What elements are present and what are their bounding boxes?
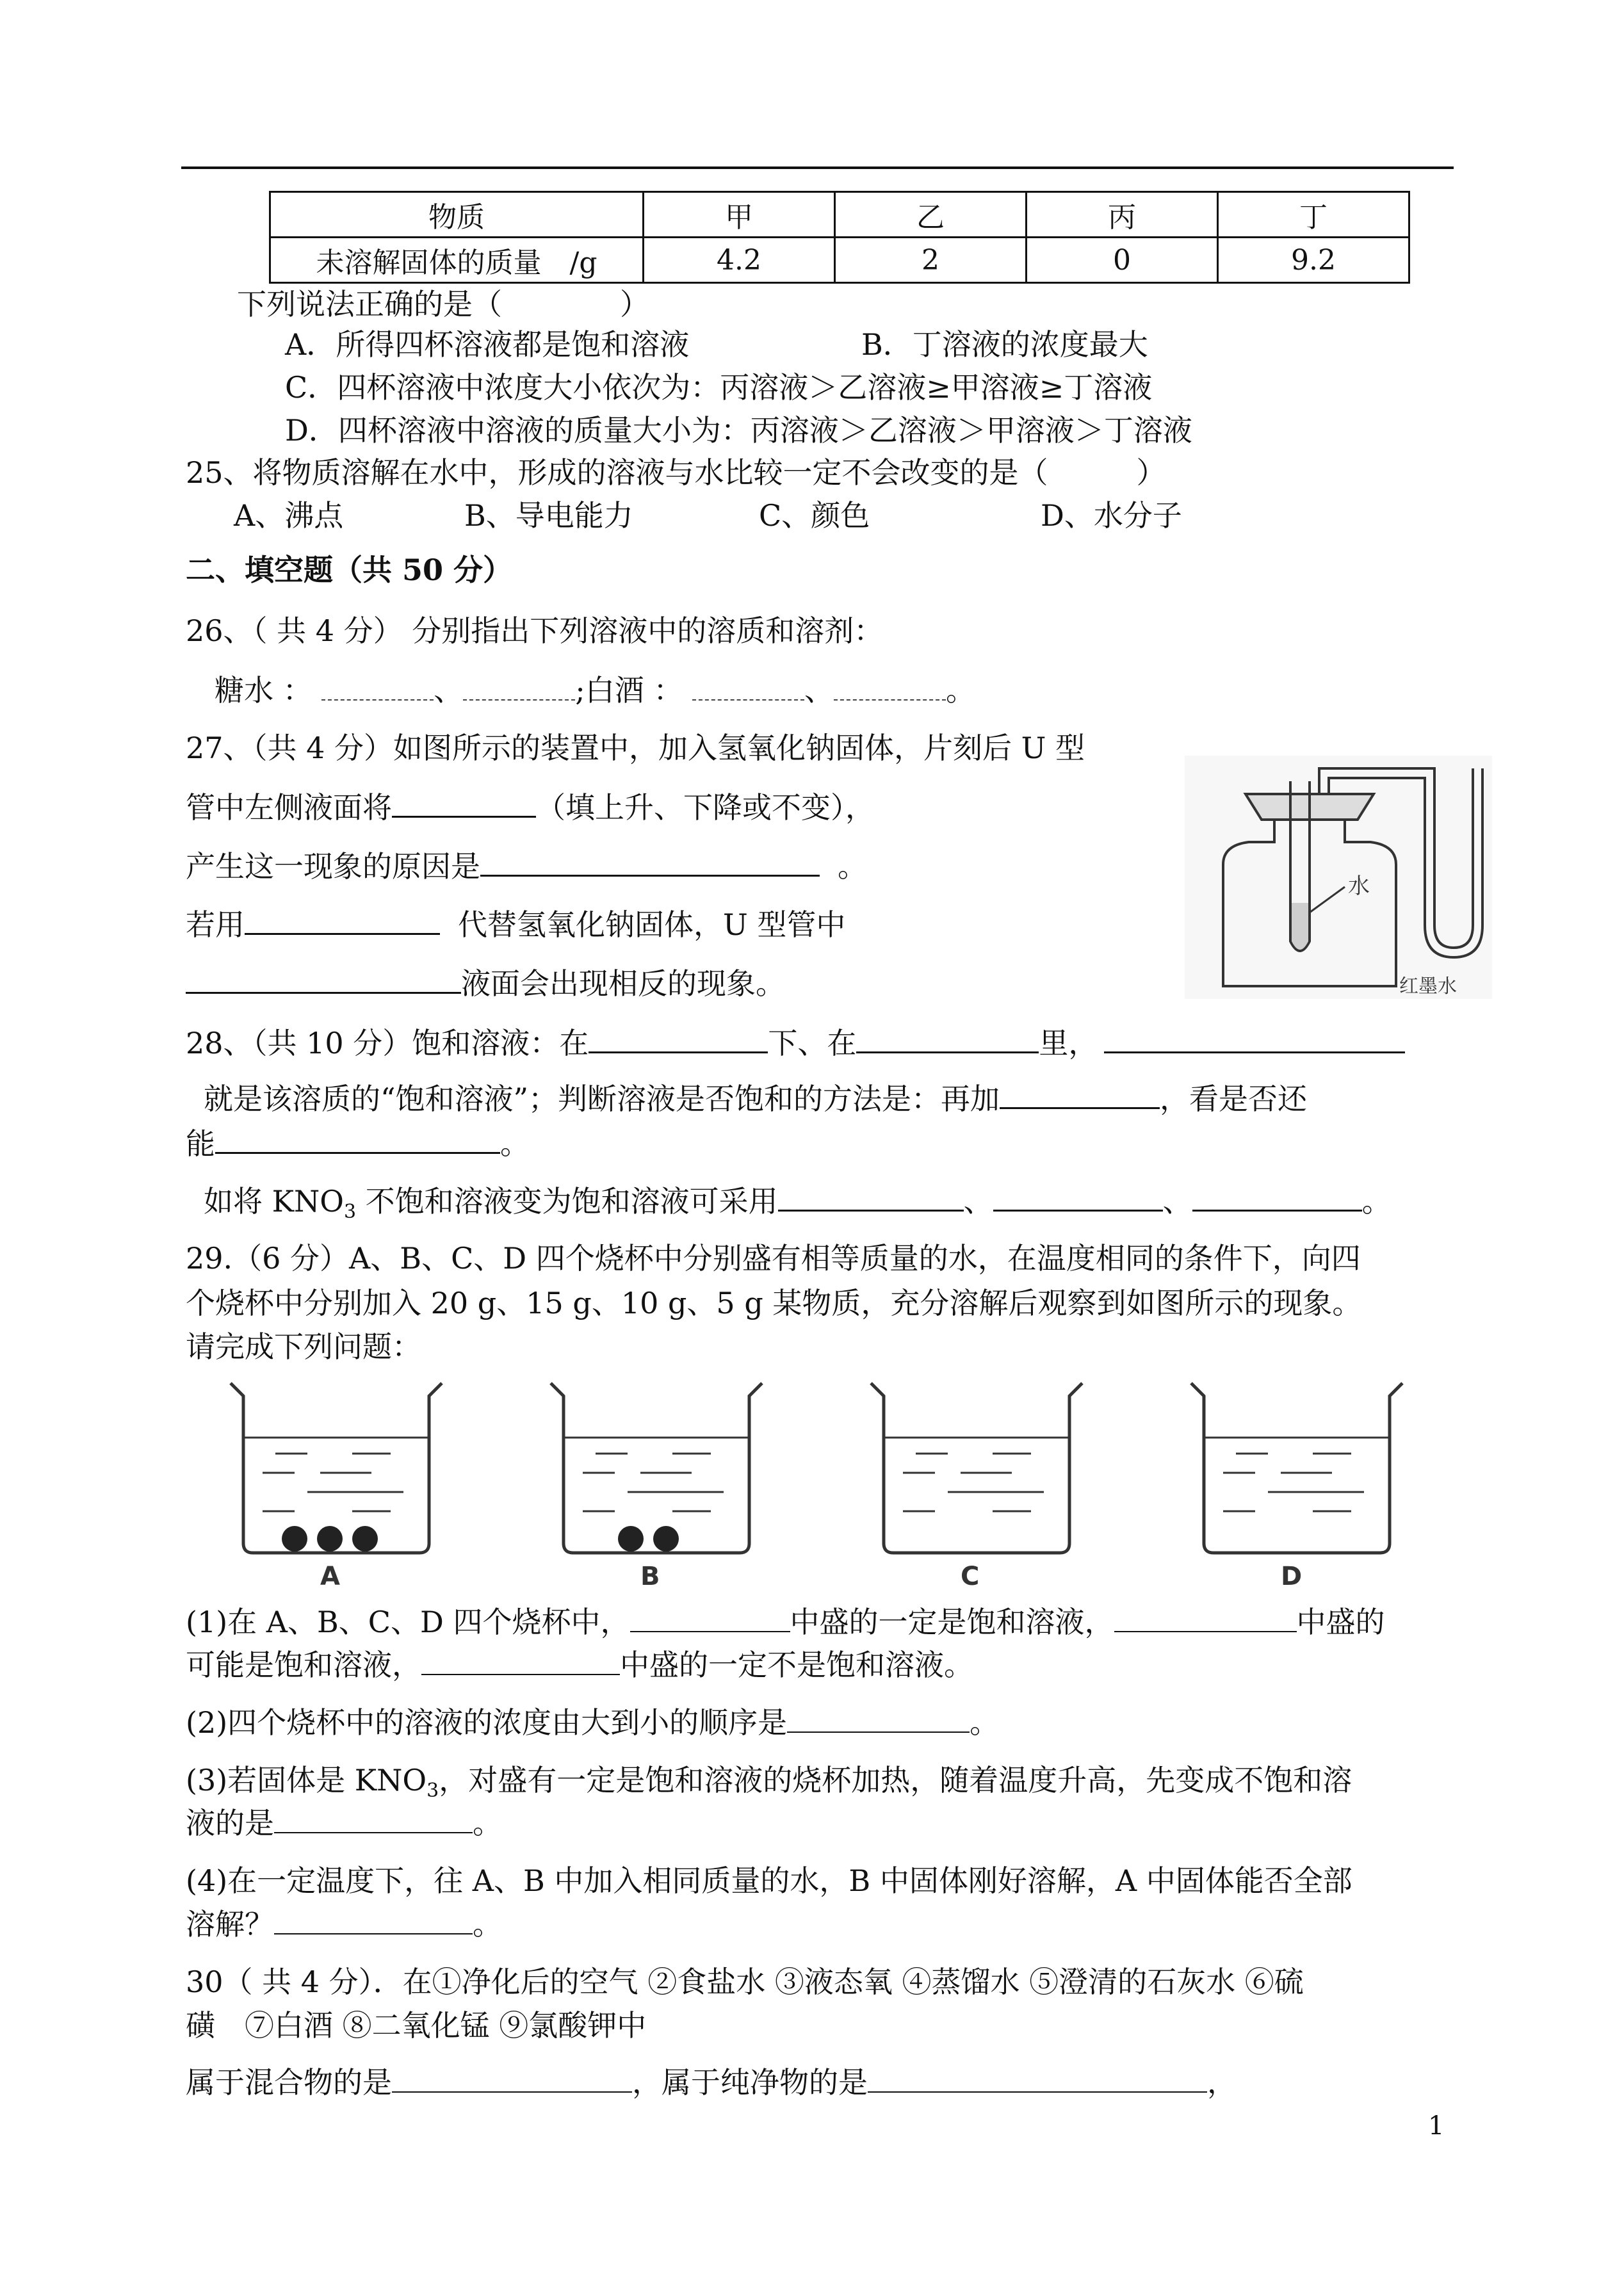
q24-option-c: C．四杯溶液中浓度大小依次为：丙溶液＞乙溶液≥甲溶液≥丁溶液 <box>285 370 1153 405</box>
q27-line-2 <box>186 788 875 827</box>
q27-line-3 <box>186 847 867 886</box>
beaker-c <box>871 1383 1082 1588</box>
q27-line-1: 27、（共 4 分）如图所示的装置中，加入氢氧化钠固体，片刻后 U 型 <box>186 731 1085 765</box>
q25-option-d: D、水分子 <box>1041 498 1182 533</box>
answer-blank[interactable] <box>463 671 575 701</box>
q29-line-2: 个烧杯中分别加入 20 g、15 g、10 g、5 g 某物质，充分溶解后观察到如图所示的现象。 <box>186 1286 1362 1320</box>
answer-blank[interactable] <box>321 671 434 701</box>
q29-text: 中盛的一定是饱和溶液， <box>790 1605 1114 1639</box>
q24-option-a: A．所得四杯溶液都是饱和溶液 <box>285 327 690 362</box>
table-cell: 乙 <box>835 192 1027 238</box>
answer-blank[interactable] <box>868 2063 1207 2093</box>
q24-stem: 下列说法正确的是（ ） <box>237 287 649 321</box>
answer-blank[interactable] <box>692 671 804 701</box>
beaker-label: B <box>640 1562 660 1588</box>
answer-blank[interactable] <box>787 1703 970 1733</box>
q30-line-2: 磺 ⑦白酒 ⑧二氧化锰 ⑨氯酸钾中 <box>186 2008 647 2043</box>
tube-water <box>1292 903 1308 950</box>
beaker-label: A <box>320 1562 340 1588</box>
q29-part4-line2 <box>186 1905 502 1943</box>
answer-blank[interactable] <box>589 1023 768 1053</box>
answer-blank[interactable] <box>834 671 946 701</box>
q28-line-3 <box>186 1124 530 1163</box>
q29-text: 。 <box>473 1806 502 1840</box>
q29-text: 溶解？ <box>186 1907 274 1942</box>
separator: 、 <box>963 1184 993 1219</box>
q29-text: 中盛的 <box>1296 1605 1385 1639</box>
answer-blank[interactable] <box>856 1023 1039 1053</box>
q29-text: (1)在 A、B、C、D 四个烧杯中， <box>186 1605 630 1639</box>
q28-text: 下、在 <box>768 1026 857 1060</box>
q27-text: 代替氢氧化钠固体，U 型管中 <box>458 907 846 942</box>
q26-label-sugar-water: 糖水 ： <box>215 673 313 708</box>
q29-text: 液的是 <box>186 1806 274 1840</box>
answer-blank[interactable] <box>1114 1603 1297 1632</box>
q30-line-1: 30（ 共 4 分）．在①净化后的空气 ②食盐水 ③液态氧 ④蒸馏水 ⑤澄清的石灰水 ⑥硫 <box>186 1965 1304 1999</box>
q27-line-4 <box>186 905 845 944</box>
q29-part2 <box>186 1703 999 1742</box>
table-cell: 未溶解固体的质量 /g <box>270 238 644 283</box>
header-rule <box>181 166 1454 169</box>
table-header-row <box>270 192 1409 238</box>
water-label: 水 <box>1348 873 1370 899</box>
q28-text: 不饱和溶液变为饱和溶液可采用 <box>356 1184 778 1219</box>
q27-text: （填上升、下降或不变）， <box>536 790 875 825</box>
q29-line-3: 请完成下列问题： <box>186 1329 421 1364</box>
q28-line-1 <box>186 1023 1405 1062</box>
q29-text: 中盛的一定不是饱和溶液。 <box>620 1648 973 1682</box>
q26-label-liquor: ;白酒 ： <box>575 673 683 708</box>
period: 。 <box>1361 1184 1392 1219</box>
answer-blank[interactable] <box>993 1181 1163 1212</box>
apparatus-figure <box>1185 756 1492 999</box>
table-cell: 甲 <box>644 192 835 238</box>
answer-blank[interactable] <box>480 847 820 877</box>
q27-text: 液面会出现相反的现象。 <box>461 966 785 1001</box>
q29-part3-line1 <box>186 1761 1352 1810</box>
answer-blank[interactable] <box>1192 1181 1362 1212</box>
q29-part1-line1 <box>186 1603 1385 1641</box>
q29-part4-line1: (4)在一定温度下，往 A、B 中加入相同质量的水，B 中固体刚好溶解，A 中固体能否全部 <box>186 1863 1352 1898</box>
q29-part3-line2 <box>186 1804 502 1842</box>
separator: 、 <box>804 673 834 708</box>
q28-text: 如将 KNO <box>204 1184 344 1219</box>
beaker-label: C <box>961 1562 980 1588</box>
beaker-a <box>231 1383 442 1588</box>
q25-option-a: A、沸点 <box>234 498 344 533</box>
q24-option-d: D．四杯溶液中溶液的质量大小为：丙溶液＞乙溶液＞甲溶液＞丁溶液 <box>285 413 1192 448</box>
page-number: 1 <box>1428 2111 1445 2141</box>
beaker-d <box>1191 1383 1402 1588</box>
answer-blank[interactable] <box>1000 1079 1160 1109</box>
q27-text: 产生这一现象的原因是 <box>186 849 480 884</box>
answer-blank[interactable] <box>186 964 461 994</box>
q25-option-b: B、导电能力 <box>464 498 633 533</box>
q28-line-2 <box>204 1079 1307 1118</box>
answer-blank[interactable] <box>778 1181 964 1212</box>
answer-blank[interactable] <box>1104 1023 1405 1053</box>
ink-label: 红墨水 <box>1399 975 1457 998</box>
table-cell: 丁 <box>1218 192 1409 238</box>
q26-stem: 26、（ 共 4 分） 分别指出下列溶液中的溶质和溶剂： <box>186 613 884 648</box>
q25-stem: 25、将物质溶解在水中，形成的溶液与水比较一定不会改变的是（ ） <box>186 455 1166 490</box>
section-heading: 二、填空题（共 50 分） <box>186 553 513 587</box>
table-cell: 2 <box>835 238 1027 283</box>
figure-background <box>1185 756 1492 999</box>
q27-text: 若用 <box>186 907 245 942</box>
table-cell: 0 <box>1027 238 1218 283</box>
q28-text: 能 <box>186 1126 215 1161</box>
table-cell: 物质 <box>270 192 644 238</box>
table-row <box>270 238 1409 283</box>
answer-blank[interactable] <box>274 1804 473 1833</box>
answer-blank[interactable] <box>630 1603 790 1632</box>
q29-text: ，对盛有一定是饱和溶液的烧杯加热，随着温度升高，先变成不饱和溶 <box>439 1763 1352 1797</box>
answer-blank[interactable] <box>274 1905 473 1934</box>
answer-blank[interactable] <box>421 1646 620 1675</box>
q30-text: ，属于纯净物的是 <box>632 2065 868 2100</box>
subscript: 3 <box>343 1201 357 1224</box>
q29-text: 。 <box>970 1705 1000 1740</box>
answer-blank[interactable] <box>392 788 536 818</box>
q26-blanks-line <box>215 671 975 710</box>
q27-text: 。 <box>838 849 867 884</box>
answer-blank[interactable] <box>245 905 440 935</box>
separator: 、 <box>434 673 464 708</box>
subscript: 3 <box>426 1780 439 1803</box>
answer-blank[interactable] <box>215 1124 500 1154</box>
q28-text: 28、（共 10 分）饱和溶液：在 <box>186 1026 589 1060</box>
beaker-b <box>551 1383 762 1588</box>
q29-part1-line2 <box>186 1646 973 1684</box>
table-cell: 丙 <box>1027 192 1218 238</box>
separator: 、 <box>1162 1184 1192 1219</box>
q28-text: 。 <box>500 1126 530 1161</box>
q24-option-b: B．丁溶液的浓度最大 <box>861 327 1148 362</box>
q28-text: ，看是否还 <box>1160 1082 1308 1116</box>
q27-text: 管中左侧液面将 <box>186 790 392 825</box>
q28-line-4 <box>204 1181 1392 1231</box>
q29-text: (3)若固体是 KNO <box>186 1763 427 1797</box>
q29-line-1: 29.（6 分）A、B、C、D 四个烧杯中分别盛有相等质量的水，在温度相同的条件下，向四 <box>186 1241 1361 1276</box>
table-cell: 9.2 <box>1218 238 1409 283</box>
q29-text: 可能是饱和溶液， <box>186 1648 421 1682</box>
q30-line-3 <box>186 2063 1237 2102</box>
q30-text: 属于混合物的是 <box>186 2065 392 2100</box>
q28-text: 就是该溶质的“饱和溶液”；判断溶液是否饱和的方法是：再加 <box>204 1082 1000 1116</box>
q29-text: 。 <box>473 1907 502 1942</box>
answer-blank[interactable] <box>392 2063 632 2093</box>
beaker-label: D <box>1281 1562 1303 1588</box>
table-cell: 4.2 <box>644 238 835 283</box>
q29-text: (2)四个烧杯中的溶液的浓度由大到小的顺序是 <box>186 1705 788 1740</box>
q28-text: 里， <box>1039 1026 1098 1060</box>
data-table <box>269 191 1410 284</box>
q30-text: ， <box>1207 2065 1237 2100</box>
beakers-figure <box>224 1370 1441 1588</box>
q25-option-c: C、颜色 <box>759 498 870 533</box>
period: 。 <box>946 673 975 708</box>
q27-line-5 <box>186 964 785 1003</box>
